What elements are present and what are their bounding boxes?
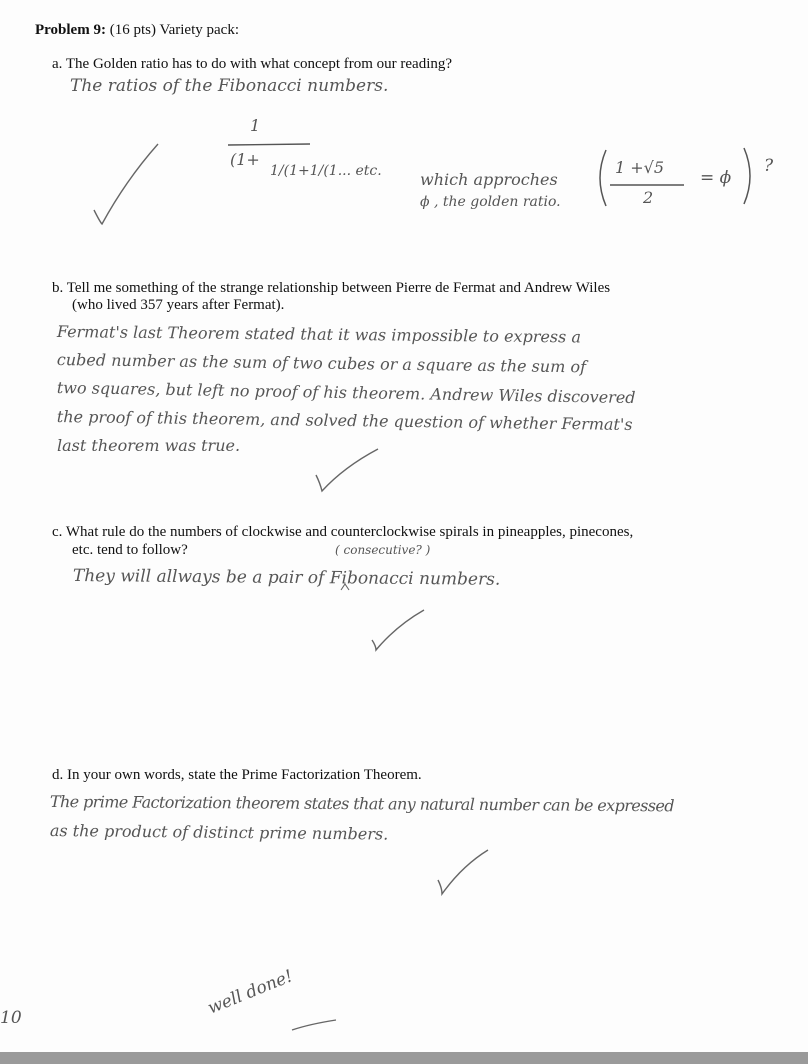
check-mark-icon (436, 848, 496, 898)
comment-underline (290, 1018, 340, 1032)
score: 10 (0, 1008, 22, 1028)
grader-comment: well done! (205, 966, 296, 1019)
question-b-line2: (who lived 357 years after Fermat). (72, 297, 285, 313)
answer-d-line1: The prime Factorization theorem states that any natural number can be expressed (49, 792, 674, 816)
fraction-denominator: (1+ (230, 150, 260, 169)
question-d: d. In your own words, state the Prime Factorization Theorem. (52, 767, 422, 783)
answer-a-line: The ratios of the Fibonacci numbers. (70, 76, 389, 96)
answer-b-line4: the proof of this theorem, and solved the question of whether Fermat's (56, 407, 633, 435)
formula-numerator: 1 +√5 (615, 158, 665, 177)
answer-c: They will allways be a pair of Fibonacci numbers. (72, 566, 501, 590)
formula-denominator: 2 (643, 188, 654, 207)
check-mark-icon (314, 447, 384, 497)
insertion-caret (340, 582, 350, 592)
question-b-line1: b. Tell me something of the strange relationship between Pierre de Fermat and Andrew Wiles (52, 280, 611, 296)
fraction-numerator: 1 (250, 116, 261, 135)
fraction-continuation: 1/(1+1/(1... etc. (270, 163, 382, 179)
answer-b-line3: two squares, but left no proof of his theorem. Andrew Wiles discovered (56, 378, 636, 408)
answer-c-insertion: ( consecutive? ) (335, 543, 431, 557)
check-mark-icon (90, 140, 170, 230)
formula-left-paren (594, 148, 608, 208)
check-mark-icon (370, 608, 430, 654)
question-a: a. The Golden ratio has to do with what concept from our reading? (52, 56, 453, 72)
page-bottom-edge (0, 1052, 808, 1064)
formula-equals-phi: = ϕ (700, 168, 732, 188)
answer-d-line2: as the product of distinct prime numbers. (49, 821, 389, 844)
fraction-bar (228, 143, 318, 147)
approach-note-line1: which approches (420, 170, 558, 189)
problem-number: Problem 9: (35, 22, 106, 38)
question-c-line1: c. What rule do the numbers of clockwise and counterclockwise spirals in pineapples, pinecones, (52, 524, 634, 540)
answer-b-line1: Fermat's last Theorem stated that it was impossible to express a (56, 322, 582, 347)
formula-bar (610, 183, 690, 187)
problem-header (35, 22, 239, 39)
problem-description: (16 pts) Variety pack: (109, 22, 239, 38)
formula-question-mark: ? (764, 156, 774, 176)
answer-b-line2: cubed number as the sum of two cubes or a square as the sum of (56, 350, 587, 377)
answer-b-line5: last theorem was true. (57, 436, 241, 455)
approach-note-line2: ϕ , the golden ratio. (420, 194, 561, 210)
formula-right-paren (742, 146, 756, 206)
question-c-line2: etc. tend to follow? (72, 542, 188, 558)
